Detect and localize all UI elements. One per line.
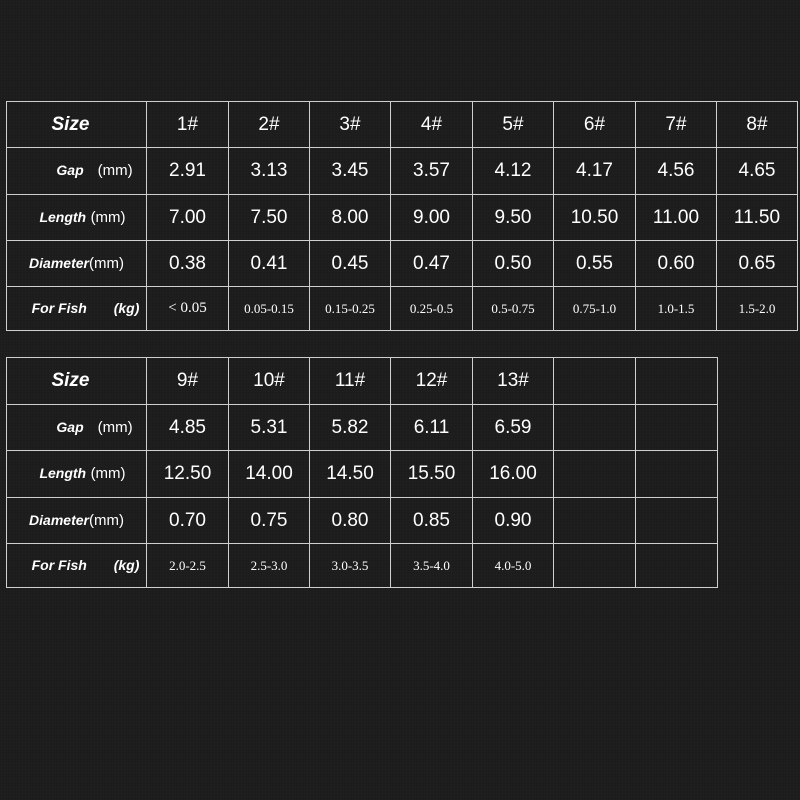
size-cell: 5# bbox=[473, 102, 554, 148]
size-cell: 1# bbox=[147, 102, 229, 148]
length-cell: 7.50 bbox=[229, 195, 310, 241]
length-cell: 7.00 bbox=[147, 195, 229, 241]
for-fish-label-text: For Fish bbox=[31, 299, 87, 316]
for-fish-unit: (kg) bbox=[113, 299, 140, 316]
diameter-row-label bbox=[7, 498, 147, 544]
gap-cell: 4.12 bbox=[473, 148, 554, 195]
size-cell: 8# bbox=[717, 102, 798, 148]
gap-cell: 5.82 bbox=[310, 405, 391, 451]
diameter-cell: 0.60 bbox=[636, 241, 717, 287]
diameter-cell: 0.55 bbox=[554, 241, 636, 287]
empty-cell bbox=[554, 451, 636, 498]
empty-cell bbox=[636, 405, 718, 451]
size-cell: 3# bbox=[310, 102, 391, 148]
length-cell: 10.50 bbox=[554, 195, 636, 241]
gap-row-label bbox=[7, 148, 147, 195]
for-fish-cell: 0.75-1.0 bbox=[554, 287, 636, 331]
length-cell: 11.50 bbox=[717, 195, 798, 241]
diameter-cell: 0.80 bbox=[310, 498, 391, 544]
diameter-label-text: Diameter bbox=[29, 511, 89, 528]
length-row-label bbox=[7, 195, 147, 241]
gap-cell: 3.45 bbox=[310, 148, 391, 195]
diameter-cell: 0.41 bbox=[229, 241, 310, 287]
gap-unit: (mm) bbox=[97, 418, 133, 436]
for-fish-cell: 1.5-2.0 bbox=[717, 287, 798, 331]
length-cell: 15.50 bbox=[391, 451, 473, 498]
size-cell: 11# bbox=[310, 358, 391, 405]
gap-row-label bbox=[7, 405, 147, 451]
gap-cell: 6.59 bbox=[473, 405, 554, 451]
gap-cell: 4.56 bbox=[636, 148, 717, 195]
gap-label-text: Gap bbox=[56, 418, 84, 435]
length-cell: 8.00 bbox=[310, 195, 391, 241]
for-fish-row bbox=[7, 544, 718, 588]
empty-cell bbox=[554, 498, 636, 544]
empty-cell bbox=[554, 358, 636, 405]
size-row bbox=[7, 102, 798, 148]
for-fish-label-text: For Fish bbox=[31, 556, 87, 573]
for-fish-row-label bbox=[7, 544, 147, 588]
diameter-cell: 0.90 bbox=[473, 498, 554, 544]
diameter-cell: 0.65 bbox=[717, 241, 798, 287]
for-fish-cell: 1.0-1.5 bbox=[636, 287, 717, 331]
empty-cell bbox=[636, 358, 718, 405]
size-table-1 bbox=[6, 101, 798, 331]
for-fish-cell: 2.5-3.0 bbox=[229, 544, 310, 588]
gap-cell: 2.91 bbox=[147, 148, 229, 195]
gap-cell: 6.11 bbox=[391, 405, 473, 451]
for-fish-cell: 4.0-5.0 bbox=[473, 544, 554, 588]
length-row-label bbox=[7, 451, 147, 498]
for-fish-cell: 3.0-3.5 bbox=[310, 544, 391, 588]
size-row bbox=[7, 358, 718, 405]
for-fish-cell: 2.0-2.5 bbox=[147, 544, 229, 588]
gap-unit: (mm) bbox=[97, 162, 133, 179]
size-table-2 bbox=[6, 357, 718, 588]
for-fish-cell: 0.15-0.25 bbox=[310, 287, 391, 331]
gap-row bbox=[7, 405, 718, 451]
length-cell: 14.00 bbox=[229, 451, 310, 498]
gap-cell: 3.13 bbox=[229, 148, 310, 195]
size-cell: 13# bbox=[473, 358, 554, 405]
diameter-cell: 0.85 bbox=[391, 498, 473, 544]
length-cell: 9.50 bbox=[473, 195, 554, 241]
length-cell: 14.50 bbox=[310, 451, 391, 498]
diameter-row bbox=[7, 498, 718, 544]
gap-cell: 5.31 bbox=[229, 405, 310, 451]
diameter-cell: 0.47 bbox=[391, 241, 473, 287]
size-cell: 7# bbox=[636, 102, 717, 148]
diameter-cell: 0.50 bbox=[473, 241, 554, 287]
gap-cell: 3.57 bbox=[391, 148, 473, 195]
gap-row bbox=[7, 148, 798, 195]
length-cell: 11.00 bbox=[636, 195, 717, 241]
empty-cell bbox=[554, 405, 636, 451]
diameter-unit: (mm) bbox=[88, 511, 124, 529]
length-label-text: Length bbox=[39, 208, 87, 225]
for-fish-cell: 0.25-0.5 bbox=[391, 287, 473, 331]
for-fish-row bbox=[7, 287, 798, 331]
for-fish-row-label bbox=[7, 287, 147, 331]
empty-cell bbox=[636, 498, 718, 544]
length-label-text: Length bbox=[39, 465, 87, 481]
size-cell: 6# bbox=[554, 102, 636, 148]
length-unit: (mm) bbox=[90, 465, 126, 482]
size-row-label: Size bbox=[7, 358, 147, 405]
gap-cell: 4.17 bbox=[554, 148, 636, 195]
diameter-cell: 0.75 bbox=[229, 498, 310, 544]
for-fish-cell: 0.05-0.15 bbox=[229, 287, 310, 331]
diameter-row bbox=[7, 241, 798, 287]
length-cell: 12.50 bbox=[147, 451, 229, 498]
length-cell: 9.00 bbox=[391, 195, 473, 241]
diameter-cell: 0.45 bbox=[310, 241, 391, 287]
gap-label-text: Gap bbox=[56, 162, 84, 178]
diameter-label-text: Diameter bbox=[29, 254, 89, 271]
length-cell: 16.00 bbox=[473, 451, 554, 498]
for-fish-cell: 3.5-4.0 bbox=[391, 544, 473, 588]
diameter-cell: 0.70 bbox=[147, 498, 229, 544]
size-cell: 9# bbox=[147, 358, 229, 405]
size-cell: 4# bbox=[391, 102, 473, 148]
gap-cell: 4.65 bbox=[717, 148, 798, 195]
empty-cell bbox=[636, 544, 718, 588]
gap-cell: 4.85 bbox=[147, 405, 229, 451]
length-unit: (mm) bbox=[90, 208, 126, 226]
size-cell: 2# bbox=[229, 102, 310, 148]
diameter-cell: 0.38 bbox=[147, 241, 229, 287]
size-cell: 12# bbox=[391, 358, 473, 405]
size-cell: 10# bbox=[229, 358, 310, 405]
for-fish-cell: 0.5-0.75 bbox=[473, 287, 554, 331]
diameter-row-label bbox=[7, 241, 147, 287]
for-fish-cell: < 0.05 bbox=[147, 287, 229, 331]
for-fish-unit: (kg) bbox=[113, 556, 140, 573]
empty-cell bbox=[554, 544, 636, 588]
length-row bbox=[7, 451, 718, 498]
diameter-unit: (mm) bbox=[88, 254, 124, 272]
empty-cell bbox=[636, 451, 718, 498]
size-row-label: Size bbox=[7, 102, 147, 148]
length-row bbox=[7, 195, 798, 241]
